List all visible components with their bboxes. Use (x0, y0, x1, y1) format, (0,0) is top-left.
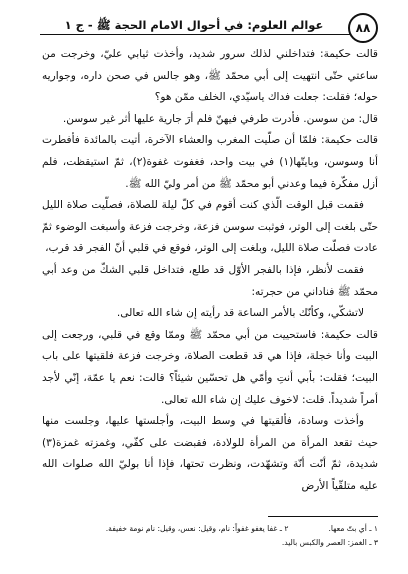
paragraph-2: قال: من سوسن. فأدرت طرفي فيهنّ فلم أرَ جارية عليها أثر غير سوسن. (62, 112, 378, 125)
paragraph-7: قالت حكيمة: فاستحييت من أبي محمّد ﷺ وممّا وقع في قلبي، ورجعت إلى البيت وأنا خجلة، فإذا هي قد قطعت الصلاة، وخرجت فزعة فلقيتها على باب البيت؛ فقلت: بأبي أنتِ وأمّي هل تحسّين شيئاً؟ قالت: نعم يا عمّة، إنّي لأجد أمراً شديداً. قلت: لاخوف عليك إن شاء الله تعالى. (42, 328, 378, 406)
header-rule (40, 34, 350, 35)
paragraph-4: فقمت قبل الوقت الّذي كنت أقوم في كلّ ليلة للصلاة، فصلّيت صلاة الليل حتّى بلغت إلى الوتر، فوثبت سوسن فزعة، وخرجت فزعة وأسبغت الوضوء ثمّ عادت فصلّت صلاة الليل، وبلغت إلى الوتر، فوقع في قلبي أنّ الفجر قد قرب، (42, 199, 378, 255)
paragraph-3: قالت حكيمة: فلمّا أن صلّيت المغرب والعشاء الآخرة، أتيت بالمائدة فأفطرت أنا وسوسن، وبايتّها(١) في بيت واحد، فغفوت غفوة(٢)، ثمّ استيقظت، فلم أزل مفكّرة فيما وعدني أبو محمّد ﷺ من أمر وليّ الله ﷺ. (42, 134, 378, 190)
footnote-3: ٣ ـ الغمز: العصر والكبس باليد. (281, 538, 378, 547)
paragraph-8: وأخذت وسادة، فألقيتها في وسط البيت، وأجلستها عليها، وجلست منها حيث تقعد المرأة من المرأة للولادة، فقبضت على كفّي، وغمزته غمزة(٣) شديدة، ثمّ أنّت أنّة وتشهّدت، ونظرت تحتها، فإذا أنا بوليّ الله صلوات الله عليه متلقّياً الأرض (42, 415, 378, 492)
footnotes (42, 522, 378, 550)
paragraph-5: فقمت لأنظر، فإذا بالفجر الأوّل قد طلع، فتداخل قلبي الشكّ من وعد أبي محمّد ﷺ فناداني من حجرته: (42, 263, 378, 298)
running-header: عوالم العلوم: في أحوال الامام الحجة ﷺ - ج ١ (64, 18, 324, 32)
paragraph-6: لاتشكّي، وكأنّك بالأمر الساعة قد رأيته إن شاء الله تعالى. (116, 307, 364, 320)
footnote-2: ٢ ـ غفا يغفو غفواً: نام، وقيل: نعس، وقيل: نام نومة خفيفة. (105, 524, 289, 533)
paragraph-1: قالت حكيمة: فتداخلني لذلك سرور شديد، وأخذت ثيابي عليّ، وخرجت من ساعتي حتّى انتهيت إلى أبي محمّد ﷺ، وهو جالس في صحن داره، وجواريه حوله؛ فقلت: جعلت فداك ياسيّدي، الخلف ممّن هو؟ (42, 48, 378, 104)
body-text (42, 44, 378, 497)
footnote-1: ١ ـ أي بتّ معها. (328, 524, 378, 533)
footnote-rule (268, 516, 378, 517)
page-number: ٨٨ (348, 13, 378, 43)
